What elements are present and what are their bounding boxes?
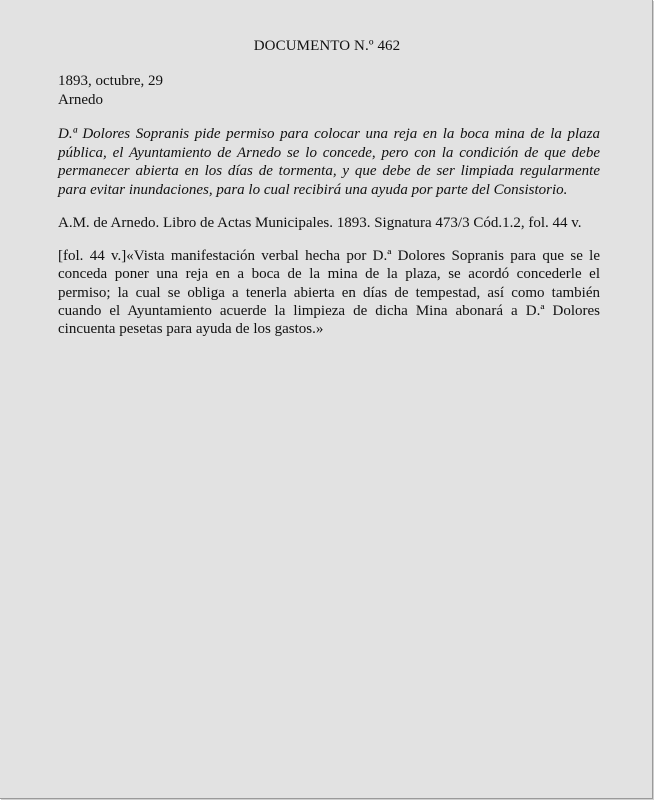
summary-line: para evitar inundaciones, para lo cual recibirá una ayuda por parte del Consistorio. xyxy=(58,181,568,198)
summary-line: permanecer abierta en los días de tormenta, y que debe de ser limpiada regularmente xyxy=(58,163,600,179)
summary-line: D.ª Dolores Sopranis pide permiso para colocar una reja en la boca mina de la plaza xyxy=(58,126,600,142)
document-title: DOCUMENTO N.º 462 xyxy=(253,38,401,54)
transcription-line: conceda poner una reja en a boca de la mina de la plaza, se acordó concederle el xyxy=(58,266,600,283)
transcription-text xyxy=(58,247,600,338)
transcription-line: cincuenta pesetas para ayuda de los gastos.» xyxy=(58,321,324,338)
archive-source: A.M. de Arnedo. Libro de Actas Municipales. 1893. Signatura 473/3 Cód.1.2, fol. 44 v. xyxy=(58,215,582,231)
transcription-line: [fol. 44 v.]«Vista manifestación verbal hecha por D.ª Dolores Sopranis para que se le xyxy=(58,248,600,264)
transcription-line: cuando el Ayuntamiento acuerde la limpieza de dicha Mina abonará a D.ª Dolores xyxy=(58,302,600,319)
document-header xyxy=(58,72,163,110)
document-summary xyxy=(58,125,600,199)
document-date: 1893, octubre, 29 xyxy=(58,73,163,89)
transcription-line: permiso; la cual se obliga a tenerla abierta en días de tempestad, así como también xyxy=(58,284,600,301)
document-place: Arnedo xyxy=(58,92,103,108)
summary-line: pública, el Ayuntamiento de Arnedo se lo concede, pero con la condición de que debe xyxy=(58,144,600,161)
